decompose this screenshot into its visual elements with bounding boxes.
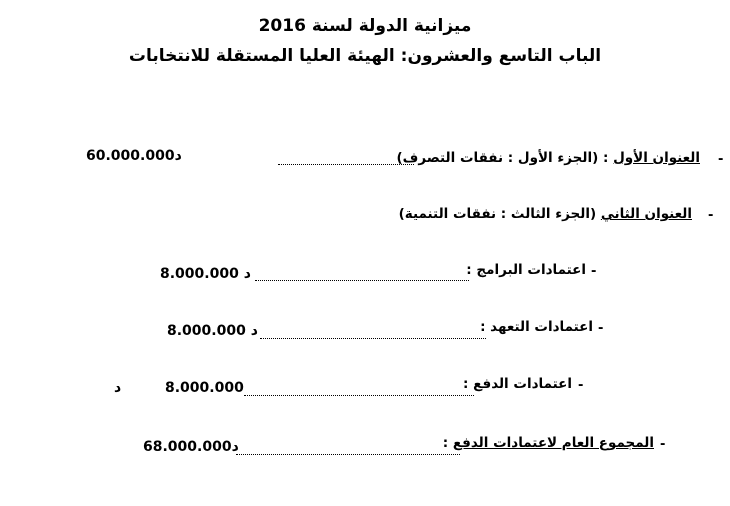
leader-dots: [260, 338, 486, 339]
row-currency: د: [114, 380, 122, 396]
row-bullet: -: [591, 264, 597, 279]
row-bullet: -: [598, 321, 604, 336]
row-label: [396, 150, 700, 166]
document-subtitle: [0, 46, 730, 66]
row-label-rest: :: [442, 435, 453, 451]
row-label-underlined: المجموع العام لاعتمادات الدفع: [452, 435, 654, 451]
row-bullet: -: [708, 208, 714, 223]
document-title: [0, 16, 730, 36]
row-amount: 8.000.000 د: [160, 266, 251, 282]
title-line-1: ميزانية الدولة لسنة 2016: [258, 16, 472, 36]
row-label-underlined: العنوان الثاني: [600, 206, 692, 222]
row-label: اعتمادات البرامج :: [466, 262, 586, 278]
row-amount: 8.000.000 د: [167, 323, 258, 339]
row-amount: 60.000.000د: [86, 148, 182, 164]
leader-dots: [255, 280, 469, 281]
row-bullet: -: [718, 152, 724, 167]
leader-dots: [244, 395, 474, 396]
row-bullet: -: [660, 437, 666, 452]
row-bullet: -: [578, 378, 584, 393]
row-label-underlined: العنوان الأول: [613, 150, 700, 166]
row-label-rest: (الجزء الثالث : نفقات التنمية): [398, 206, 601, 222]
title-line-2: الباب التاسع والعشرون: الهيئة العليا المستقلة للانتخابات: [128, 46, 602, 66]
row-amount: 68.000.000د: [143, 439, 239, 455]
row-label: اعتمادات الدفع :: [463, 376, 572, 392]
row-label: اعتمادات التعهد :: [480, 319, 593, 335]
row-label: [399, 206, 692, 222]
leader-dots: [236, 454, 460, 455]
row-amount: 8.000.000: [165, 380, 244, 396]
row-label-rest: : (الجزء الأول : نفقات التصرف): [396, 150, 614, 166]
row-label: [443, 435, 654, 451]
leader-dots: [278, 164, 414, 165]
